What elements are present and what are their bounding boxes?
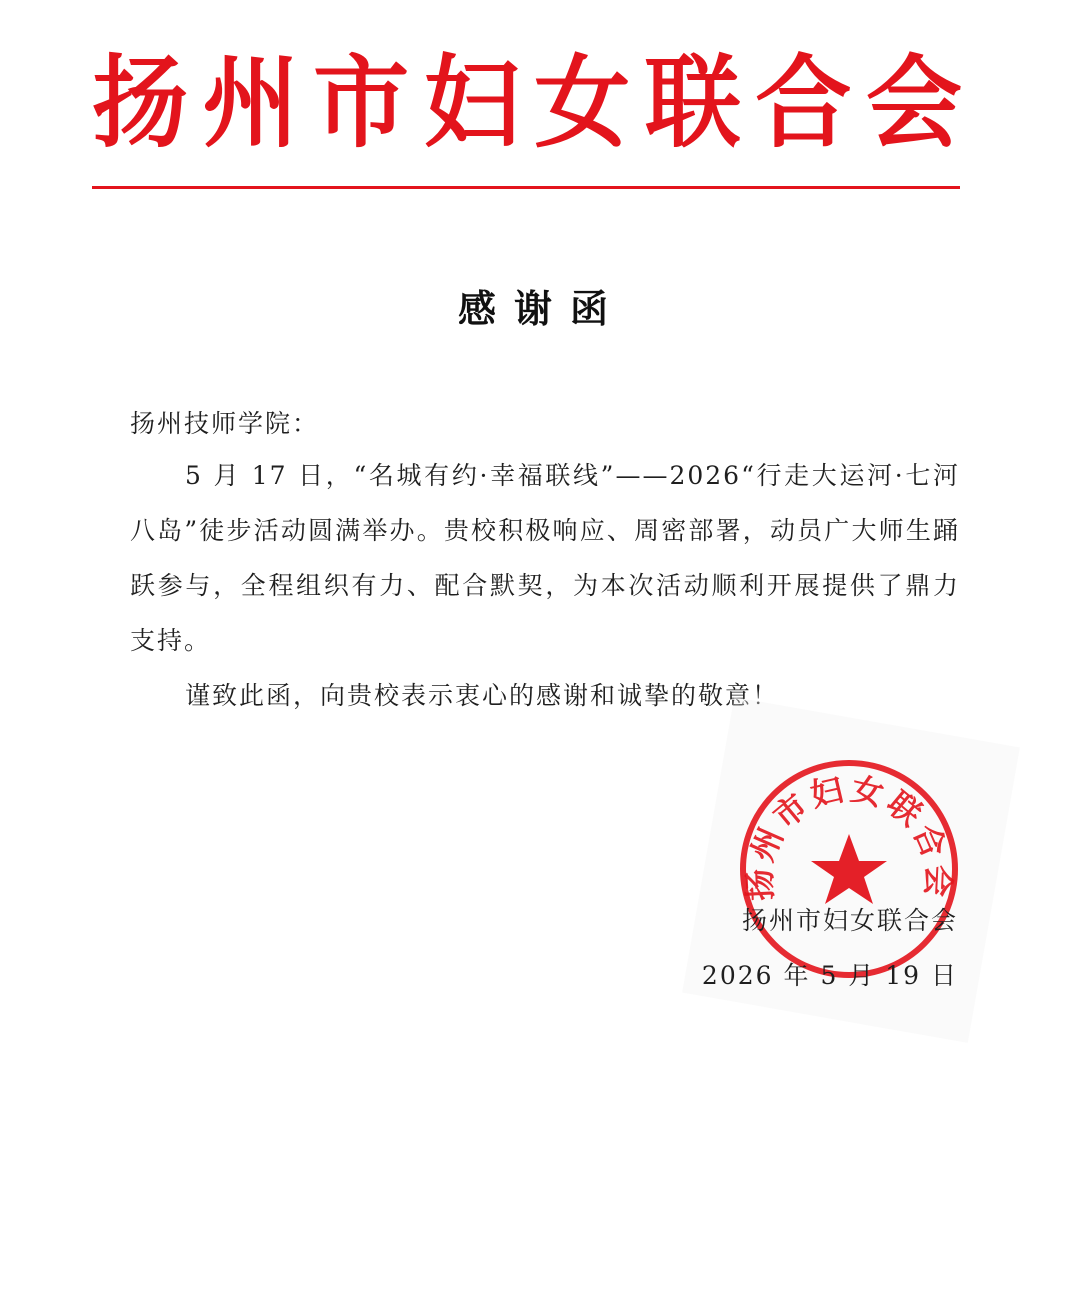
letterhead-char: 妇 xyxy=(423,43,520,162)
letterhead-char: 市 xyxy=(313,43,410,162)
letterhead-char: 合 xyxy=(755,43,852,162)
signature-organization: 扬州市妇女联合会 xyxy=(741,906,958,935)
signature-date: 2026 年 5 月 19 日 xyxy=(701,961,958,990)
letterhead-title xyxy=(92,43,962,162)
letterhead-divider xyxy=(92,186,960,189)
salutation: 扬州技师学院： xyxy=(130,409,320,438)
signature-block xyxy=(702,893,958,1003)
seal-text: 扬州市妇女联合会 xyxy=(740,769,958,902)
letterhead-char: 联 xyxy=(644,43,741,162)
document-title: 感谢函 xyxy=(457,286,626,331)
letterhead-char: 会 xyxy=(865,43,962,162)
letterhead-char: 扬 xyxy=(92,43,188,162)
letterhead-char: 女 xyxy=(534,43,631,162)
body-paragraph-2: 谨致此函，向贵校表示衷心的感谢和诚挚的敬意！ xyxy=(185,681,780,710)
letterhead-char: 州 xyxy=(202,43,299,162)
body-paragraph-1: 5 月 17 日，“名城有约·幸福联线”——2026“行走大运河·七河八岛”徒步活动圆满举办。贵校积极响应、周密部署，动员广大师生踊跃参与，全程组织有力、配合默契，为本次活动顺利开展提供了鼎力支持。 xyxy=(130,461,960,655)
